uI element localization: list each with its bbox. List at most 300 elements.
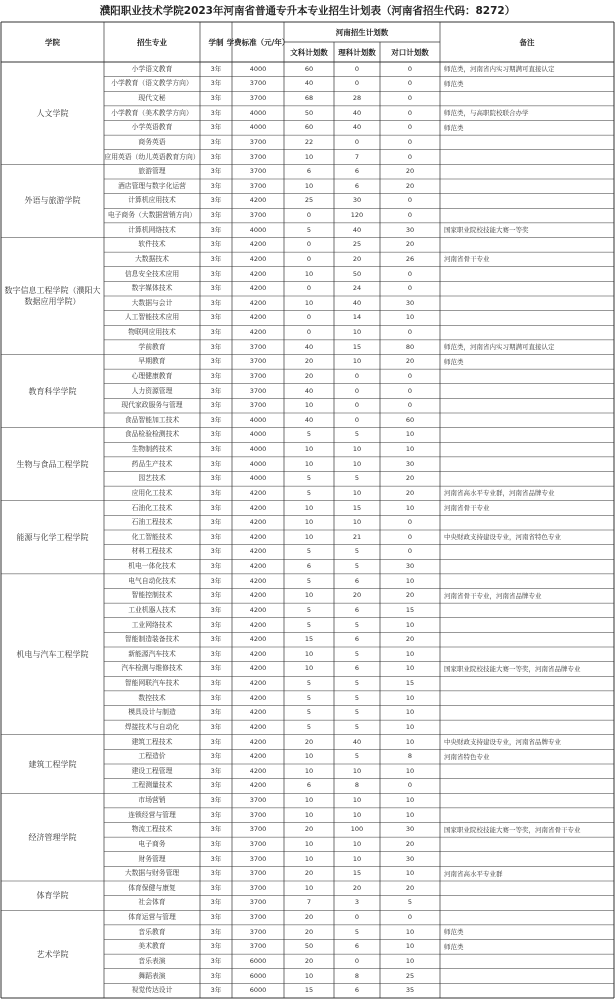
row-major [104,208,200,223]
row-duration [200,501,232,516]
row-remark-text: 河南省骨干专业，河南省品牌专业 [444,591,542,600]
row-unified-text: 20 [405,357,415,366]
row-unified-text: 25 [405,971,415,980]
row-tuition-text: 3700 [249,152,267,161]
row-science [334,179,380,194]
row-duration [200,77,232,92]
row-unified-text: 20 [405,883,415,892]
row-unified-text: 15 [405,605,415,614]
college-cell-text: 数字信息工程学院（濮阳大数据应用学院） [4,286,101,306]
row-remark [440,398,614,413]
row-arts-text: 6 [306,781,312,790]
row-arts-text: 10 [304,445,314,454]
row-tuition-text: 3700 [249,839,267,848]
row-unified-text: 0 [407,781,413,790]
row-remark-text: 师范类 [444,79,464,88]
row-science [334,954,380,969]
row-tuition-text: 3700 [249,942,267,951]
row-major-text: 工业网络技术 [131,620,173,629]
row-tuition-text: 3700 [249,371,267,380]
row-remark [440,910,614,925]
row-duration-text: 3年 [210,913,222,922]
row-unified-text: 10 [405,313,415,322]
row-tuition [232,150,284,165]
row-duration-text: 3年 [210,371,222,380]
row-tuition [232,559,284,574]
row-unified [380,121,440,136]
header-plan-group [284,22,440,42]
document-title: 濮阳职业技术学院2023年河南省普通专升本专业招生计划表（河南省招生代码：8272） [99,5,516,17]
row-unified [380,398,440,413]
row-science [334,808,380,823]
row-tuition [232,208,284,223]
row-major-text: 大数据技术 [135,254,169,263]
row-major [104,896,200,911]
row-duration-text: 3年 [210,796,222,805]
row-arts-text: 10 [304,532,314,541]
row-science-text: 24 [352,284,362,293]
row-remark-text: 师范类，与高职院校联合办学 [444,109,529,118]
row-science-text: 20 [352,591,362,600]
row-tuition-text: 4200 [249,240,267,249]
row-unified-text: 10 [405,576,415,585]
row-unified [380,896,440,911]
row-remark [440,311,614,326]
row-tuition [232,589,284,604]
row-tuition [232,647,284,662]
row-arts-text: 10 [304,459,314,468]
row-arts [284,632,334,647]
row-science-text: 40 [352,123,362,132]
row-major-text: 体育运营与管理 [128,913,176,922]
row-arts-text: 10 [304,810,314,819]
row-major-text: 建筑工程技术 [131,737,173,746]
row-arts [284,77,334,92]
row-science-text: 10 [352,854,362,863]
row-science [334,969,380,984]
row-remark [440,223,614,238]
header-college-text: 学院 [45,37,60,47]
row-major [104,925,200,940]
row-duration-text: 3年 [210,722,222,731]
row-duration [200,530,232,545]
row-science [334,325,380,340]
row-major-text: 旅游管理 [138,167,166,176]
row-duration [200,208,232,223]
row-tuition-text: 4200 [249,313,267,322]
row-major [104,164,200,179]
row-science-text: 6 [354,181,360,190]
row-arts [284,866,334,881]
row-remark-text: 河南省骨干专业 [444,255,490,264]
header-arts-text: 文科计划数 [290,47,328,57]
row-unified-text: 0 [407,137,413,146]
row-tuition [232,632,284,647]
row-arts [284,706,334,721]
row-science-text: 14 [352,313,362,322]
row-science-text: 0 [354,956,360,965]
row-arts [284,793,334,808]
row-tuition [232,735,284,750]
row-arts [284,559,334,574]
row-unified-text: 10 [405,766,415,775]
row-arts-text: 5 [306,722,312,731]
row-unified-text: 0 [407,269,413,278]
row-science-text: 20 [352,883,362,892]
row-major [104,632,200,647]
row-remark [440,501,614,516]
row-science-text: 20 [352,254,362,263]
row-arts [284,676,334,691]
row-science [334,77,380,92]
row-tuition [232,296,284,311]
row-unified [380,164,440,179]
row-arts-text: 40 [304,79,314,88]
row-tuition-text: 4200 [249,328,267,337]
row-unified-text: 0 [407,547,413,556]
row-major-text: 石油工程技术 [131,518,173,527]
row-science [334,910,380,925]
row-duration [200,252,232,267]
row-arts-text: 6 [306,562,312,571]
row-major [104,823,200,838]
row-remark [440,545,614,560]
row-science-text: 15 [352,503,362,512]
row-arts-text: 20 [304,869,314,878]
row-science [334,194,380,209]
row-unified [380,252,440,267]
row-major-text: 社会体育 [138,898,166,907]
row-science [334,545,380,560]
college-cell-text: 体育学院 [36,891,69,901]
row-major [104,764,200,779]
row-unified-text: 10 [405,445,415,454]
row-unified [380,325,440,340]
row-tuition [232,749,284,764]
row-remark [440,925,614,940]
row-arts [284,603,334,618]
row-unified [380,486,440,501]
row-tuition [232,340,284,355]
row-science-text: 40 [352,298,362,307]
row-duration [200,398,232,413]
row-remark-text: 河南省特色专业 [444,752,490,761]
row-unified [380,793,440,808]
row-duration-text: 3年 [210,137,222,146]
row-unified-text: 0 [407,401,413,410]
row-major-text: 应用化工技术 [131,488,173,497]
row-remark [440,384,614,399]
row-duration [200,603,232,618]
row-remark [440,574,614,589]
row-duration [200,164,232,179]
row-arts-text: 20 [304,357,314,366]
row-unified-text: 0 [407,108,413,117]
row-duration [200,881,232,896]
row-remark [440,442,614,457]
row-major-text: 计算机网络技术 [128,225,176,234]
row-remark [440,515,614,530]
row-tuition-text: 4200 [249,766,267,775]
row-duration [200,969,232,984]
row-unified [380,632,440,647]
row-unified-text: 0 [407,79,413,88]
row-science [334,223,380,238]
row-tuition-text: 3700 [249,386,267,395]
row-remark-text: 师范类 [444,928,464,937]
row-major [104,150,200,165]
header-remarks-text: 备注 [519,37,535,47]
row-unified-text: 20 [405,839,415,848]
row-tuition-text: 3700 [249,883,267,892]
row-unified-text: 0 [407,152,413,161]
row-science [334,501,380,516]
row-tuition-text: 4200 [249,503,267,512]
row-science [334,472,380,487]
row-major [104,720,200,735]
row-unified-text: 0 [407,123,413,132]
row-major-text: 物联网应用技术 [128,328,176,337]
row-major-text: 焊接技术与自动化 [124,722,180,731]
row-tuition [232,501,284,516]
row-tuition [232,983,284,998]
row-duration [200,179,232,194]
row-duration [200,62,232,77]
row-unified-text: 0 [407,518,413,527]
row-arts [284,413,334,428]
row-remark-text: 河南省骨干专业 [444,504,490,513]
row-arts-text: 5 [306,708,312,717]
row-tuition [232,808,284,823]
row-remark-text: 师范类 [444,123,464,132]
row-unified [380,472,440,487]
row-science-text: 5 [354,693,360,702]
college-cell [1,428,104,501]
row-unified [380,62,440,77]
row-science [334,559,380,574]
row-major [104,530,200,545]
row-remark-text: 师范类 [444,942,464,951]
row-tuition-text: 4200 [249,620,267,629]
row-unified-text: 10 [405,956,415,965]
row-arts-text: 10 [304,766,314,775]
row-science-text: 5 [354,722,360,731]
row-remark-text: 国家职业院校技能大赛一等奖，河南省骨干专业 [444,825,581,834]
row-duration [200,940,232,955]
row-remark [440,340,614,355]
row-major [104,501,200,516]
row-unified [380,428,440,443]
row-unified-text: 20 [405,167,415,176]
college-cell [1,735,104,794]
row-science [334,164,380,179]
row-major-text: 数字媒体技术 [131,284,173,293]
row-arts [284,106,334,121]
row-arts-text: 20 [304,956,314,965]
row-remark [440,121,614,136]
row-unified-text: 10 [405,503,415,512]
row-major [104,837,200,852]
row-duration-text: 3年 [210,123,222,132]
row-tuition-text: 3700 [249,825,267,834]
row-science [334,398,380,413]
row-science [334,662,380,677]
row-arts [284,881,334,896]
row-arts [284,764,334,779]
row-unified-text: 0 [407,196,413,205]
row-major-text: 智能控制技术 [131,591,173,600]
row-arts [284,808,334,823]
row-duration-text: 3年 [210,445,222,454]
row-tuition-text: 4200 [249,635,267,644]
row-arts-text: 0 [306,284,312,293]
row-tuition [232,121,284,136]
row-tuition [232,881,284,896]
row-arts-text: 50 [304,108,314,117]
row-major [104,369,200,384]
row-unified-text: 10 [405,649,415,658]
row-duration [200,808,232,823]
row-science-text: 10 [352,357,362,366]
row-arts-text: 10 [304,752,314,761]
row-unified [380,559,440,574]
row-major [104,135,200,150]
row-major [104,457,200,472]
college-cell-text: 教育科学学院 [28,386,77,396]
college-cell-text: 外语与旅游学院 [24,196,81,206]
row-remark [440,486,614,501]
row-tuition [232,764,284,779]
row-remark [440,647,614,662]
row-unified [380,866,440,881]
row-arts-text: 20 [304,371,314,380]
row-unified [380,91,440,106]
row-tuition [232,940,284,955]
row-unified-text: 10 [405,430,415,439]
row-duration [200,632,232,647]
row-arts-text: 25 [304,196,314,205]
row-remark [440,954,614,969]
row-arts-text: 0 [306,313,312,322]
row-arts [284,384,334,399]
row-science [334,135,380,150]
row-arts [284,267,334,282]
row-tuition-text: 3700 [249,94,267,103]
row-major-text: 食品检验检测技术 [124,430,180,439]
row-tuition-text: 3700 [249,913,267,922]
row-duration-text: 3年 [210,839,222,848]
row-arts-text: 10 [304,796,314,805]
college-cell [1,238,104,355]
row-major [104,223,200,238]
row-remark [440,428,614,443]
row-duration-text: 3年 [210,942,222,951]
row-major [104,983,200,998]
row-tuition [232,267,284,282]
row-arts-text: 10 [304,401,314,410]
row-duration-text: 3年 [210,679,222,688]
row-duration-text: 3年 [210,401,222,410]
row-remark [440,837,614,852]
row-major-text: 电子商务（大数据营销方向） [107,211,197,220]
row-major [104,969,200,984]
row-remark [440,559,614,574]
row-duration [200,267,232,282]
row-major [104,179,200,194]
row-unified [380,238,440,253]
row-major [104,121,200,136]
row-duration [200,194,232,209]
row-tuition [232,662,284,677]
row-arts [284,62,334,77]
row-duration-text: 3年 [210,810,222,819]
header-plan-group-text: 河南招生计划数 [335,27,389,37]
college-cell-text: 经济管理学院 [28,832,77,842]
row-duration [200,823,232,838]
row-major-text: 工程造价 [138,752,166,761]
row-tuition-text: 3700 [249,810,267,819]
row-tuition-text: 4200 [249,284,267,293]
row-tuition-text: 4200 [249,679,267,688]
row-major [104,515,200,530]
row-duration [200,369,232,384]
row-unified [380,925,440,940]
row-major [104,603,200,618]
row-tuition [232,135,284,150]
row-science [334,676,380,691]
row-major [104,413,200,428]
row-unified [380,106,440,121]
row-duration-text: 3年 [210,269,222,278]
row-arts-text: 10 [304,181,314,190]
row-tuition [232,925,284,940]
row-remark [440,632,614,647]
row-duration-text: 3年 [210,737,222,746]
row-arts [284,749,334,764]
row-duration [200,238,232,253]
row-science-text: 5 [354,620,360,629]
row-unified [380,457,440,472]
row-science [334,925,380,940]
row-unified [380,135,440,150]
row-arts [284,355,334,370]
row-remark-text: 中央财政支持建设专业，河南省特色专业 [444,533,561,542]
row-unified-text: 60 [405,415,415,424]
row-arts-text: 68 [304,94,314,103]
row-tuition-text: 4000 [249,225,267,234]
row-arts [284,779,334,794]
row-tuition-text: 3700 [249,796,267,805]
row-major [104,881,200,896]
row-arts [284,369,334,384]
row-arts [284,589,334,604]
row-tuition-text: 3700 [249,79,267,88]
row-unified [380,384,440,399]
college-cell [1,793,104,881]
row-arts-text: 40 [304,415,314,424]
row-arts-text: 5 [306,620,312,629]
row-tuition-text: 4200 [249,254,267,263]
row-unified [380,194,440,209]
row-arts [284,194,334,209]
row-duration-text: 3年 [210,927,222,936]
row-tuition-text: 4200 [249,737,267,746]
row-arts [284,164,334,179]
row-unified [380,311,440,326]
row-science-text: 5 [354,547,360,556]
row-major-text: 现代文秘 [138,94,166,103]
row-arts-text: 60 [304,64,314,73]
